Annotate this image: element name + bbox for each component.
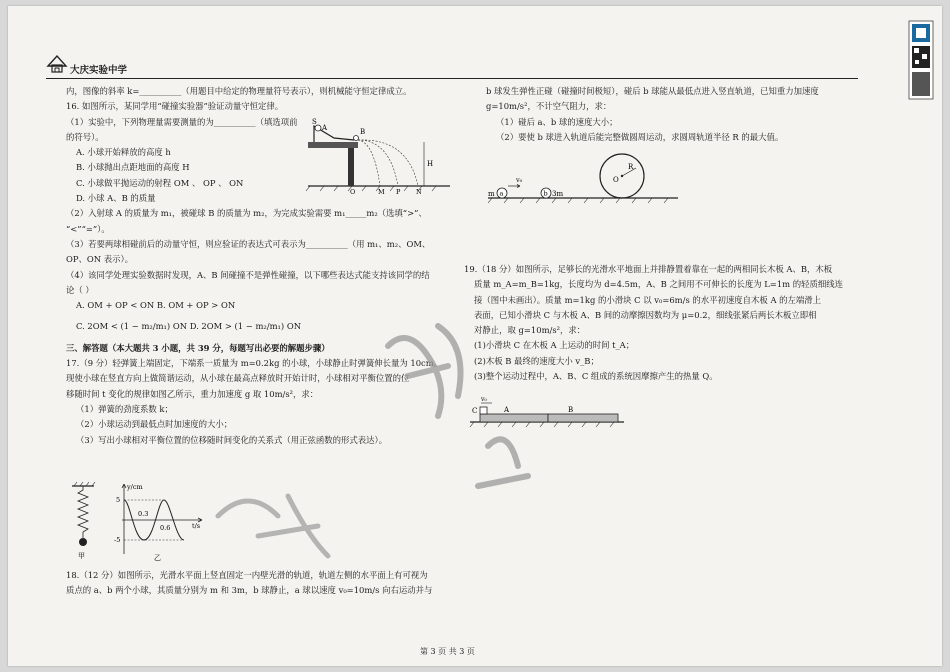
text-line: 质量 m_A=m_B=1kg，长度均为 d=4.5m，A、B 之间用不可伸长的长度为 L=1m 的轻质细线连	[474, 279, 844, 290]
option-line: C. 小球做平抛运动的射程 OM 、 OP 、 ON	[76, 177, 244, 188]
text-line: （2）小球运动到最低点时加速度的大小；	[76, 419, 233, 430]
velocity-v0: v₀	[481, 396, 487, 403]
page-footer: 第 3 页 共 3 页	[420, 647, 475, 656]
y-tick-5: 5	[116, 496, 121, 504]
text-line: （1）弹簧的劲度系数 k；	[76, 403, 173, 414]
option-line: B. 小球抛出点距地面的高度 H	[76, 162, 190, 173]
text-line: 移随时间 t 变化的规律如图乙所示，重力加速度 g 取 10m/s²，求：	[66, 388, 319, 399]
x-tick-06: 0.6	[160, 524, 171, 532]
y-axis-label: y/cm	[127, 483, 143, 491]
board-A: A	[504, 406, 510, 414]
label-B: B	[360, 128, 366, 136]
qr-code-icon	[908, 20, 934, 100]
text-line: b 球发生弹性正碰（碰撞时间极短），碰后 b 球能从最低点进入竖直轨道，已知重力加速度	[486, 86, 819, 96]
q19-text	[464, 262, 864, 384]
text-line: OP、ON 表示）。	[66, 254, 134, 265]
label-S: S	[312, 118, 317, 126]
page-header	[46, 52, 858, 79]
text-line: 16. 如图所示，某同学用“碰撞实验器”验证动量守恒定律。	[66, 101, 284, 112]
center-O: O	[613, 176, 619, 184]
text-line: （1）碰后 a、b 球的速度大小；	[496, 116, 618, 127]
text-line: (2)木板 B 最终的速度大小 v_B；	[474, 355, 599, 366]
caption-jia: 甲	[78, 552, 85, 560]
label-N: N	[416, 188, 422, 194]
text-line: 19.（18 分）如图所示，足够长的光滑水平地面上并排静置着靠在一起的两相同长木板 A、B，木板	[464, 264, 833, 274]
text-line: 接（图中未画出）。质量 m=1kg 的小滑块 C 以 v₀=6m/s 的水平初速度自木板 A 的左端滑上	[474, 294, 822, 305]
text-line: 18.（12 分）如图所示，光滑水平面上竖直固定一内壁光滑的轨道，轨道左侧的水平面上有可视为	[66, 570, 428, 580]
label-A: A	[322, 124, 328, 132]
text-line: （3）若要两球相碰前后的动量守恒，则应验证的表达式可表示为__________（用 m₁、m₂、OM、	[66, 238, 431, 249]
q18-text	[66, 568, 456, 599]
text-line: 表面，已知小滑块 C 与木板 A、B 间的动摩擦因数均为 μ=0.2，细线张紧后两长木板立即相	[474, 309, 817, 320]
y-tick-neg5: -5	[114, 536, 121, 544]
mass-label-m: m	[488, 190, 495, 198]
text-line: 的符号）。	[66, 131, 104, 142]
school-logo-icon	[46, 52, 68, 74]
section-heading: 三、解答题（本大题共 3 小题，共 39 分，每题写出必要的解题步骤）	[66, 342, 330, 353]
velocity-label: v₀	[516, 176, 523, 184]
collision-apparatus-diagram	[304, 116, 454, 194]
text-line: “<”“=”）。	[66, 223, 110, 234]
exam-page	[8, 6, 942, 666]
text-line: （4）该同学处理实验数据时发现，A、B 间碰撞不是弹性碰撞，以下哪些表达式能支持该同学的结	[66, 269, 430, 280]
text-line: 现使小球在竖直方向上做简谐运动，从小球在最高点释放时开始计时，小球相对平衡位置的位	[66, 373, 410, 384]
label-O: O	[350, 188, 356, 194]
text-line: （3）写出小球相对平衡位置的位移随时间变化的关系式（用正弦函数的形式表达）。	[76, 434, 388, 445]
label-H: H	[427, 160, 434, 168]
text-line: 17.（9 分）轻弹簧上端固定，下端系一质量为 m=0.2kg 的小球，小球静止时弹簧伸长量为 10cm。	[66, 358, 443, 369]
mass-label-3m: 3m	[552, 190, 564, 198]
school-name: 大庆实验中学	[70, 65, 128, 76]
block-C: C	[472, 407, 478, 415]
text-line: 论（ ）	[66, 284, 94, 295]
option-line: D. 小球 A、B 的质量	[76, 193, 156, 204]
board-B: B	[568, 406, 574, 414]
text-line: 对静止，取 g=10m/s²，求：	[474, 325, 586, 336]
label-P: P	[396, 188, 401, 194]
caption-yi: 乙	[154, 554, 161, 562]
label-M: M	[378, 188, 385, 194]
text-line: （1）实验中，下列物理量需要测量的为__________（填选项前	[66, 116, 298, 127]
spring-oscillation-diagram	[64, 480, 214, 562]
right-column	[486, 84, 866, 145]
radius-R: R	[628, 163, 634, 171]
text-line: 内，图像的斜率 k=__________（用题目中给定的物理量符号表示），则机械能守恒定律成立。	[66, 86, 412, 96]
ball-a-label: a	[499, 189, 504, 198]
handwriting-marks	[208, 476, 348, 566]
option-line: A. OM + OP < ON B. OM + OP > ON	[76, 300, 236, 311]
option-line: C. 2OM < (1 − m₂/m₁) ON D. 2OM > (1 − m₂/m₁) ON	[76, 321, 302, 332]
text-line: (3)整个运动过程中，A、B、C 组成的系统因摩擦产生的热量 Q。	[474, 371, 718, 382]
x-tick-03: 0.3	[138, 510, 149, 518]
text-line: （2）要使 b 球进入轨道后能完整做圆周运动，求圆周轨道半径 R 的最大值。	[496, 131, 784, 142]
ball-b-label: b	[543, 189, 548, 198]
text-line: (1)小滑块 C 在木板 A 上运动的时间 t_A；	[474, 340, 635, 351]
text-line: g=10m/s²，不计空气阻力，求：	[486, 101, 612, 112]
ball-loop-diagram	[482, 148, 682, 208]
text-line: 质点的 a、b 两个小球，其质量分别为 m 和 3m，b 球静止，a 球以速度 v₀=10m/s 向右运动并与	[66, 585, 433, 596]
boards-diagram	[468, 394, 628, 430]
option-line: A. 小球开始释放的高度 h	[76, 147, 171, 158]
text-line: （2）入射球 A 的质量为 m₁，被碰球 B 的质量为 m₂，为完成实验需要 m₁_____m₂（选填“>”、	[66, 208, 427, 219]
x-axis-label: t/s	[192, 522, 201, 530]
